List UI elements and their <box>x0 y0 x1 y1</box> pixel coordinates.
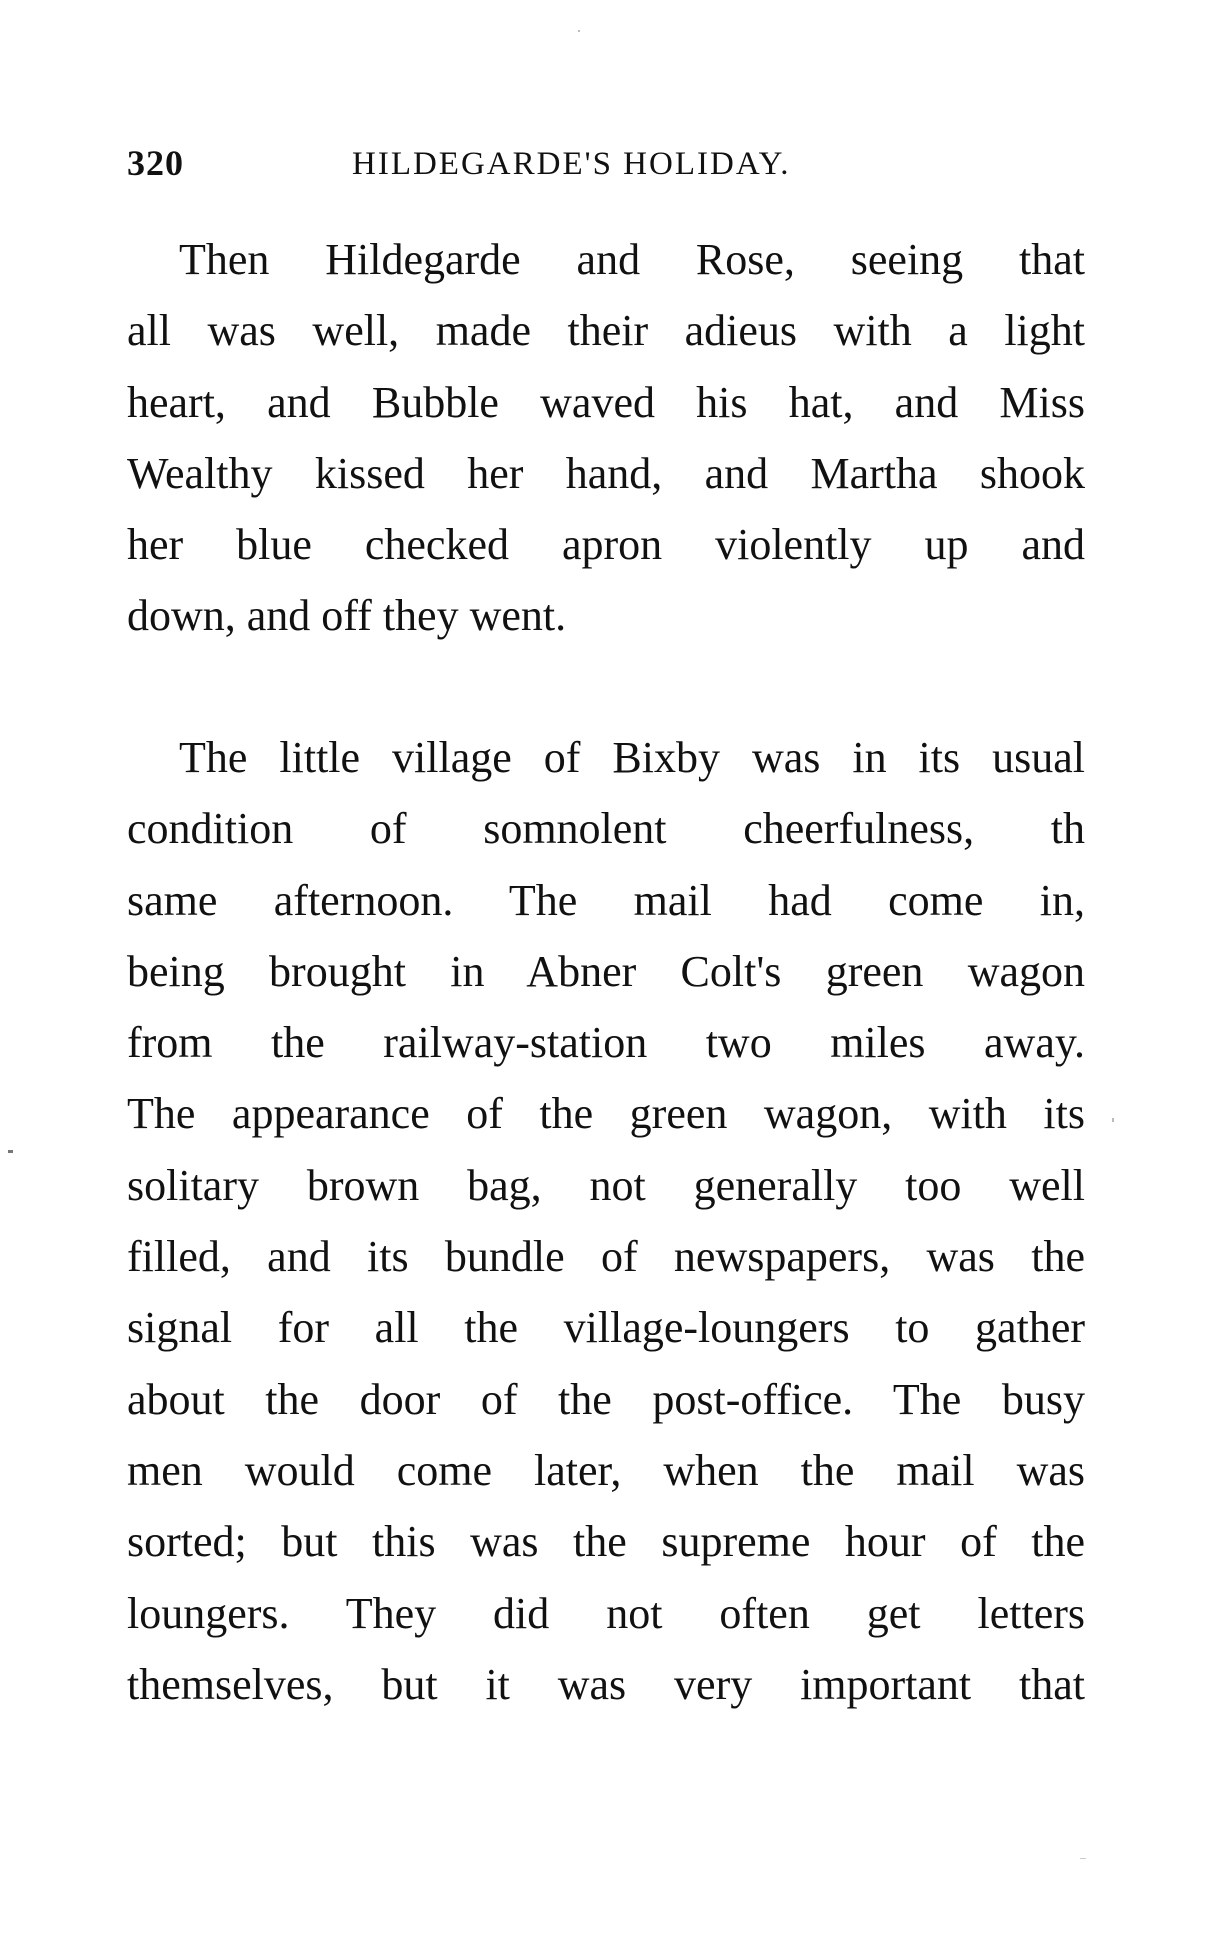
text-line: down, and off they went. <box>127 591 567 641</box>
text-line: themselves, but it was very important that <box>127 1659 1085 1709</box>
scan-speck <box>578 30 580 32</box>
text-line: sorted; but this was the supreme hour of the <box>127 1517 1085 1567</box>
scan-speck <box>1112 1118 1114 1122</box>
paragraph-1 <box>127 224 1085 652</box>
text-line: filled, and its bundle of newspapers, was the <box>127 1232 1085 1282</box>
running-head <box>127 142 1087 192</box>
scan-speck <box>1080 1858 1086 1859</box>
text-line: being brought in Abner Colt's green wagon <box>127 946 1085 996</box>
scan-speck <box>8 1150 13 1153</box>
text-line: loungers. They did not often get letters <box>127 1588 1085 1638</box>
text-line: men would come later, when the mail was <box>127 1445 1085 1495</box>
text-line: about the door of the post-office. The busy <box>127 1374 1085 1424</box>
text-line: heart, and Bubble waved his hat, and Miss <box>127 377 1085 427</box>
text-line: solitary brown bag, not generally too well <box>127 1160 1085 1210</box>
text-line: same afternoon. The mail had come in, <box>127 875 1085 925</box>
paragraph-2 <box>127 722 1085 1720</box>
book-title: HILDEGARDE'S HOLIDAY. <box>352 146 791 182</box>
text-line: condition of somnolent cheerfulness, th <box>127 804 1085 854</box>
text-line: Wealthy kissed her hand, and Martha shook <box>127 448 1085 498</box>
page-number: 320 <box>127 143 184 183</box>
text-line: her blue checked apron violently up and <box>127 520 1085 570</box>
text-line: Then Hildegarde and Rose, seeing that <box>179 235 1085 284</box>
text-line: The appearance of the green wagon, with its <box>127 1089 1085 1139</box>
text-line: signal for all the village-loungers to gather <box>127 1303 1085 1353</box>
text-line: from the railway-station two miles away. <box>127 1018 1085 1068</box>
text-line: all was well, made their adieus with a light <box>127 306 1085 356</box>
text-line: The little village of Bixby was in its usual <box>179 733 1085 782</box>
